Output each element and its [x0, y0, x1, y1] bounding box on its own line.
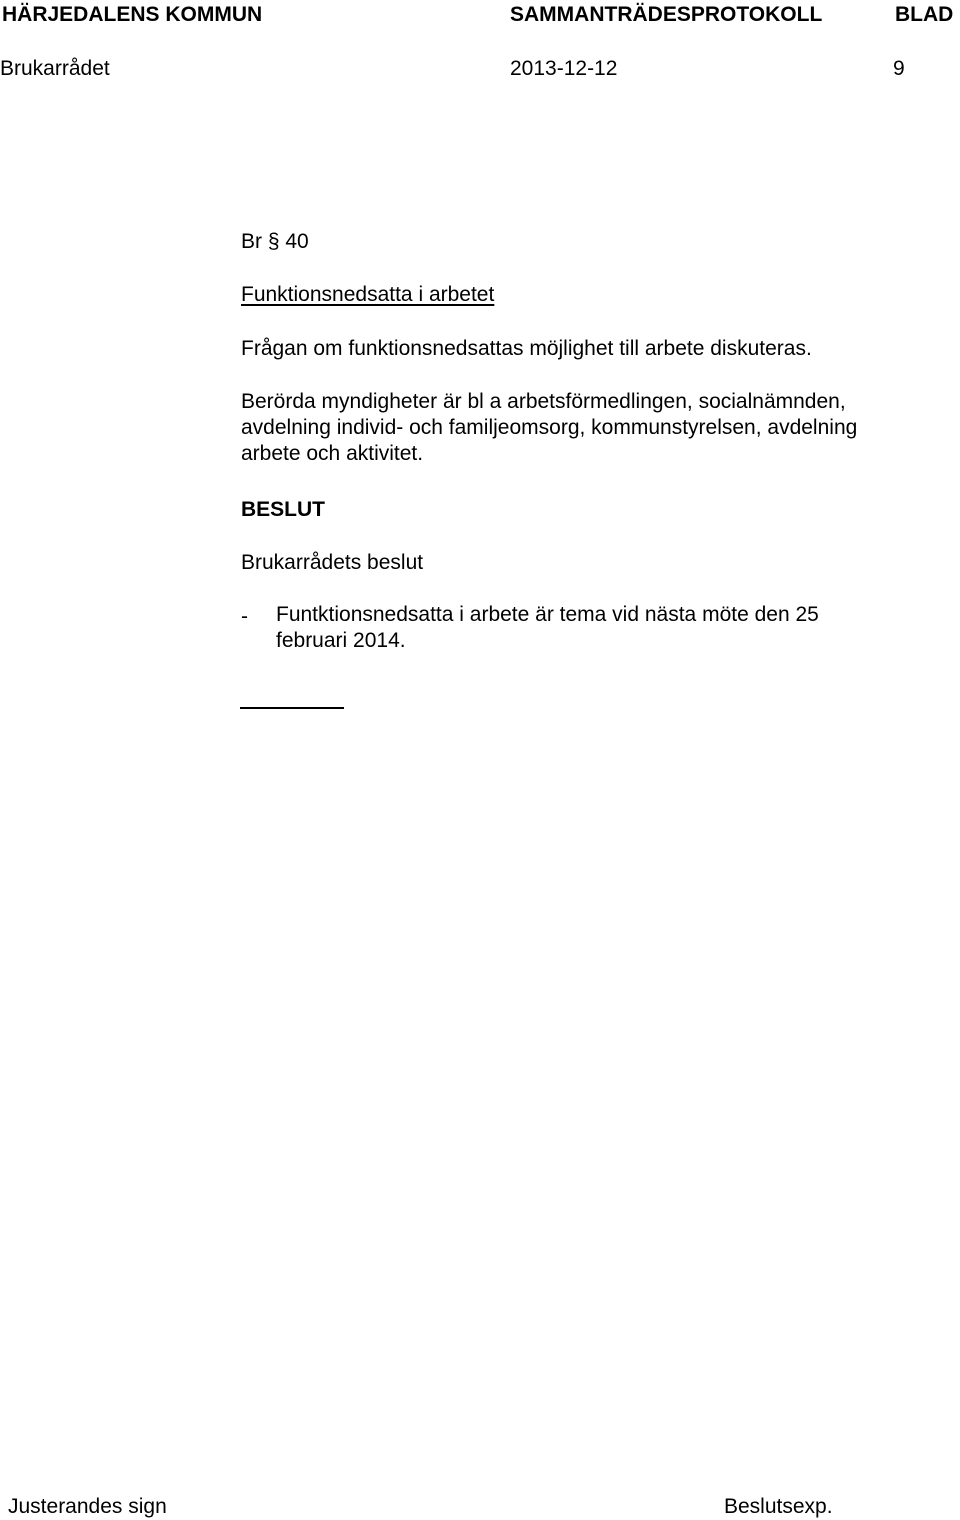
- section-title: Funktionsnedsatta i arbetet: [241, 283, 495, 306]
- decision-line: februari 2014.: [276, 629, 406, 652]
- footer-justerandes-sign: Justerandes sign: [8, 1495, 167, 1518]
- meeting-date: 2013-12-12: [510, 57, 618, 80]
- body-line: arbete och aktivitet.: [241, 442, 424, 465]
- section-number-value: 40: [285, 230, 309, 253]
- section-prefix: Br: [241, 230, 262, 253]
- decision-subheading: Brukarrådets beslut: [241, 551, 424, 574]
- decision-bullet-marker: -: [241, 605, 248, 628]
- footer-beslutsexp: Beslutsexp.: [724, 1495, 833, 1518]
- decision-item: [276, 602, 819, 654]
- decision-line: Funtktionsnedsatta i arbete är tema vid nästa möte den 25: [276, 603, 819, 626]
- meeting-body: Brukarrådet: [0, 57, 110, 80]
- section-separator: [240, 707, 344, 709]
- section-number: [241, 231, 309, 252]
- document-type: SAMMANTRÄDESPROTOKOLL: [510, 3, 823, 26]
- body-paragraph: [241, 389, 857, 467]
- intro-paragraph: Frågan om funktionsnedsattas möjlighet till arbete diskuteras.: [241, 337, 812, 360]
- paragraph-sign: §: [267, 230, 280, 253]
- decision-heading: BESLUT: [241, 498, 325, 521]
- sheet-label: BLAD: [895, 3, 954, 26]
- page-number: 9: [893, 57, 905, 80]
- organization-name: HÄRJEDALENS KOMMUN: [2, 3, 263, 26]
- body-line: avdelning individ- och familjeomsorg, kommunstyrelsen, avdelning: [241, 416, 858, 439]
- body-line: Berörda myndigheter är bl a arbetsförmedlingen, socialnämnden,: [241, 390, 846, 413]
